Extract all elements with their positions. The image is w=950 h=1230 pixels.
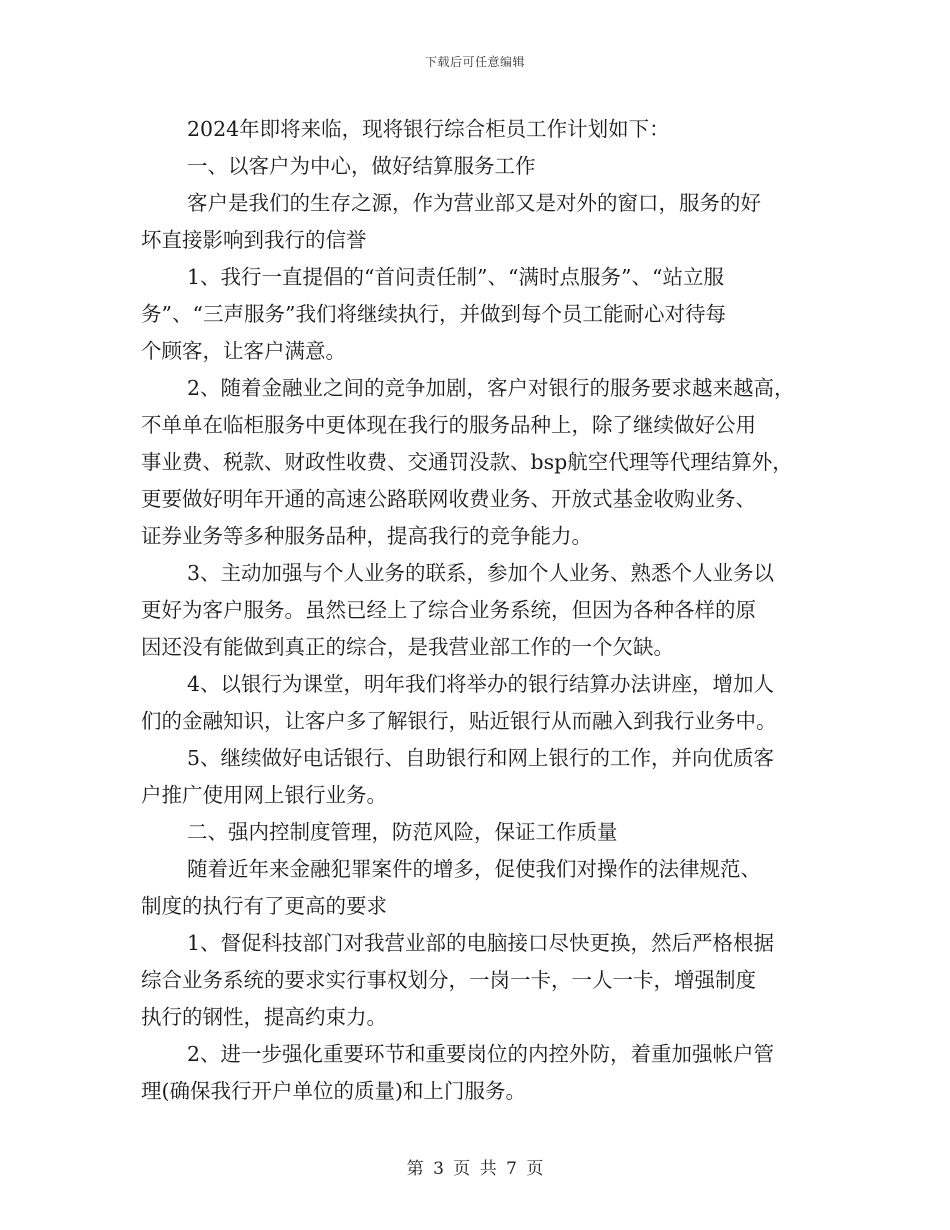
text-line: 坏直接影响到我行的信誉: [141, 228, 367, 252]
text-line: 不单单在临柜服务中更体现在我行的服务品种上，除了继续做好公用: [141, 413, 756, 437]
text-line: 3、主动加强与个人业务的联系，参加个人业务、熟悉个人业务以: [187, 561, 775, 585]
text-line: 事业费、税款、财政性收费、交通罚没款、bsp航空代理等代理结算外，: [141, 450, 793, 474]
text-line: 2024年即将来临，现将银行综合柜员工作计划如下：: [187, 117, 670, 141]
text-line: 更好为客户服务。虽然已经上了综合业务系统，但因为各种各样的原: [141, 598, 756, 622]
text-line: 随着近年来金融犯罪案件的增多，促使我们对操作的法律规范、: [187, 857, 761, 881]
text-line: 客户是我们的生存之源，作为营业部又是对外的窗口，服务的好: [187, 191, 761, 215]
document-body: [141, 111, 821, 1110]
text-line: 更要做好明年开通的高速公路联网收费业务、开放式基金收购业务、: [141, 487, 756, 511]
text-line: 户推广使用网上银行业务。: [141, 783, 387, 807]
text-line: 因还没有能做到真正的综合，是我营业部工作的一个欠缺。: [141, 635, 674, 659]
text-line: 执行的钢性，提高约束力。: [141, 1005, 387, 1029]
text-line: 2、进一步强化重要环节和重要岗位的内控外防，着重加强帐户管: [187, 1042, 775, 1066]
text-line: 4、以银行为课堂，明年我们将举办的银行结算办法讲座，增加人: [187, 672, 775, 696]
text-line: 5、继续做好电话银行、自助银行和网上银行的工作，并向优质客: [187, 746, 775, 770]
text-line: 务”、“三声服务”我们将继续执行，并做到每个员工能耐心对待每: [141, 302, 726, 326]
text-line: 1、督促科技部门对我营业部的电脑接口尽快更换，然后严格根据: [187, 931, 775, 955]
download-edit-note: 下载后可任意编辑: [424, 55, 525, 69]
text-line: 制度的执行有了更高的要求: [141, 894, 387, 918]
text-line: 2、随着金融业之间的竞争加剧，客户对银行的服务要求越来越高，: [187, 376, 795, 400]
text-line: 个顾客，让客户满意。: [141, 339, 346, 363]
text-line: 二、强内控制度管理，防范风险，保证工作质量: [187, 820, 618, 844]
text-line: 一、以客户为中心，做好结算服务工作: [187, 154, 536, 178]
text-line: 1、我行一直提倡的“首问责任制”、“满时点服务”、“站立服: [187, 265, 724, 289]
text-line: 综合业务系统的要求实行事权划分，一岗一卡，一人一卡，增强制度: [141, 968, 756, 992]
page-number: 第 3 页 共 7 页: [406, 1159, 544, 1179]
text-line: 们的金融知识，让客户多了解银行，贴近银行从而融入到我行业务中。: [141, 709, 777, 733]
text-line: 证券业务等多种服务品种，提高我行的竞争能力。: [141, 524, 592, 548]
text-line: 理(确保我行开户单位的质量)和上门服务。: [141, 1079, 526, 1103]
